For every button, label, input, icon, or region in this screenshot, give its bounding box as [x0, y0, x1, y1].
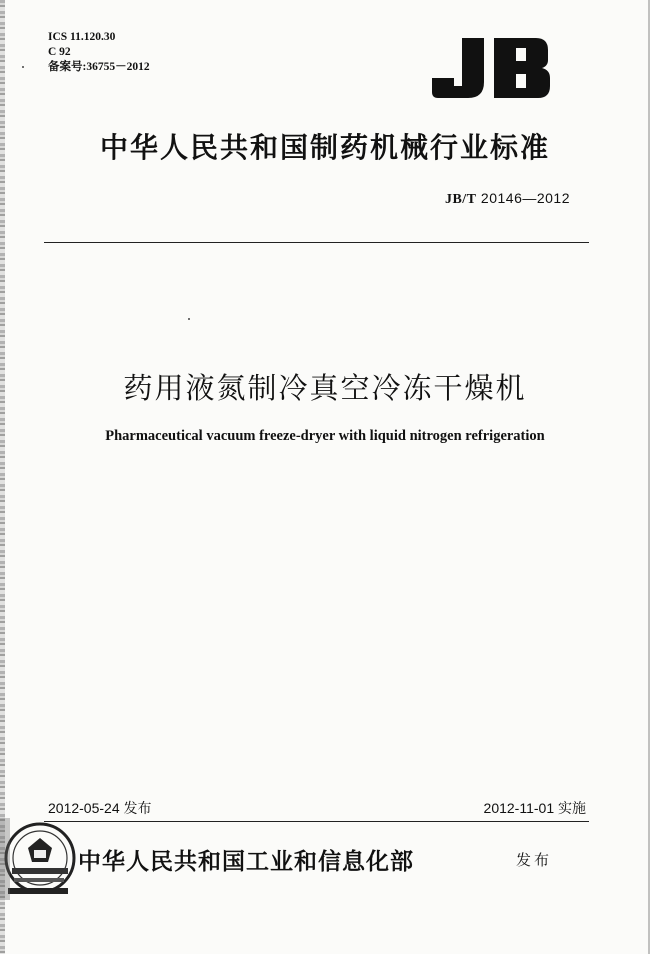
scan-speck — [22, 66, 24, 68]
standard-prefix: JB/T — [444, 192, 477, 207]
publisher-suffix: 发布 — [516, 851, 553, 869]
record-number: 备案号:36755－2012 — [48, 61, 150, 73]
industry-standard-title: 中华人民共和国制药机械行业标准 — [99, 131, 550, 164]
title-english: Pharmaceutical vacuum freeze-dryer with liquid nitrogen refrigeration — [105, 428, 545, 444]
jb-logo-icon — [432, 38, 550, 98]
ccs-code: C 92 — [48, 46, 71, 58]
ics-code: ICS 11.120.30 — [48, 31, 116, 43]
standard-code: 20146—2012 — [480, 190, 570, 206]
implementation-date: 2012-11-01 实施 — [483, 800, 586, 816]
title-chinese: 药用液氮制冷真空冷冻干燥机 — [123, 371, 527, 405]
bottom-divider — [44, 821, 589, 822]
publisher-seal-icon — [0, 818, 80, 900]
classification-block — [48, 30, 150, 75]
issue-date: 2012-05-24 发布 — [48, 800, 152, 816]
publisher-name: 中华人民共和国工业和信息化部 — [78, 848, 414, 875]
scan-speck — [188, 318, 190, 320]
top-divider — [44, 242, 589, 243]
standard-number — [445, 190, 570, 208]
